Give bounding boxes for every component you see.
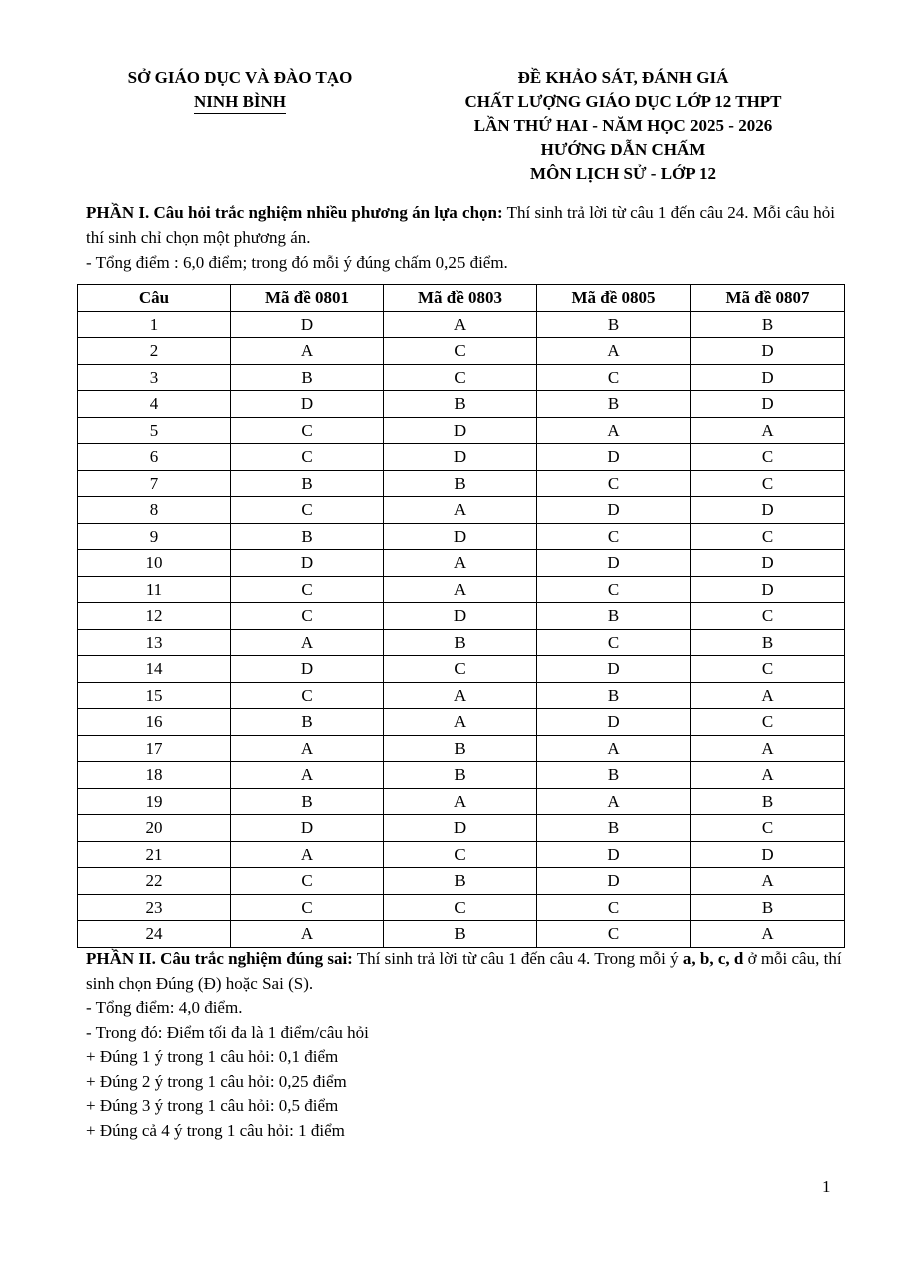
question-number-cell: 11 [78, 576, 231, 603]
part-2-title: PHẦN II. Câu trắc nghiệm đúng sai: [86, 949, 353, 968]
question-number-cell: 9 [78, 523, 231, 550]
answer-cell: B [231, 364, 384, 391]
part-2-intro-options: a, b, c, d [682, 949, 744, 968]
answer-cell: C [231, 497, 384, 524]
answer-cell: A [691, 735, 845, 762]
part-2-section [86, 947, 846, 1143]
answer-cell: B [537, 391, 691, 418]
question-number-cell: 19 [78, 788, 231, 815]
answer-cell: C [537, 629, 691, 656]
answer-cell: C [691, 656, 845, 683]
header-exam-title [428, 66, 818, 186]
page-number: 1 [822, 1177, 831, 1196]
table-row [78, 921, 845, 948]
answer-cell: A [691, 921, 845, 948]
header-code-0807: Mã đề 0807 [691, 285, 845, 312]
table-row [78, 788, 845, 815]
question-number-cell: 7 [78, 470, 231, 497]
part-2-intro-text-a: Thí sinh trả lời từ câu 1 đến câu 4. Trong mỗi ý [352, 949, 683, 968]
answer-cell: B [231, 788, 384, 815]
answer-cell: D [231, 311, 384, 338]
part-2-line: + Đúng 2 ý trong 1 câu hỏi: 0,25 điểm [86, 1071, 347, 1091]
answer-cell: C [537, 921, 691, 948]
answer-cell: D [384, 417, 537, 444]
answer-cell: D [691, 497, 845, 524]
exam-title-line-5: MÔN LỊCH SỬ - LỚP 12 [530, 164, 716, 183]
answer-cell: B [384, 470, 537, 497]
answer-cell: D [537, 497, 691, 524]
question-number-cell: 14 [78, 656, 231, 683]
answer-cell: A [384, 682, 537, 709]
answer-cell: C [691, 523, 845, 550]
part-2-line: + Đúng 1 ý trong 1 câu hỏi: 0,1 điểm [86, 1047, 339, 1066]
question-number-cell: 23 [78, 894, 231, 921]
answer-cell: B [231, 523, 384, 550]
answer-cell: A [691, 762, 845, 789]
question-number-cell: 13 [78, 629, 231, 656]
answer-cell: A [384, 709, 537, 736]
header-code-0803: Mã đề 0803 [384, 285, 537, 312]
header-department [110, 66, 370, 114]
table-row [78, 762, 845, 789]
table-row [78, 656, 845, 683]
part-2-intro-text-b: ở mỗi câu, thí sinh chọn Đúng (Đ) hoặc Sai (S). [86, 949, 842, 993]
answer-cell: B [384, 391, 537, 418]
answer-cell: C [384, 841, 537, 868]
answer-cell: B [384, 629, 537, 656]
answer-cell: D [691, 338, 845, 365]
answer-cell: D [231, 815, 384, 842]
answer-cell: A [231, 338, 384, 365]
answer-cell: C [384, 656, 537, 683]
answer-cell: A [537, 338, 691, 365]
answer-cell: B [691, 311, 845, 338]
answer-cell: B [384, 868, 537, 895]
question-number-cell: 20 [78, 815, 231, 842]
answer-cell: A [691, 868, 845, 895]
answer-cell: C [384, 364, 537, 391]
part-1-section [86, 200, 846, 275]
answer-cell: D [231, 656, 384, 683]
answer-cell: C [231, 444, 384, 471]
answer-cell: B [231, 470, 384, 497]
part-1-score: - Tổng điểm : 6,0 điểm; trong đó mỗi ý đúng chấm 0,25 điểm. [86, 253, 508, 272]
answer-cell: A [231, 629, 384, 656]
answer-cell: C [231, 603, 384, 630]
question-number-cell: 5 [78, 417, 231, 444]
answer-cell: C [537, 470, 691, 497]
answer-cell: D [691, 550, 845, 577]
answer-cell: A [384, 788, 537, 815]
answer-cell: B [537, 762, 691, 789]
answer-cell: D [537, 868, 691, 895]
table-row [78, 364, 845, 391]
answer-cell: B [384, 735, 537, 762]
answer-cell: D [384, 603, 537, 630]
table-row [78, 815, 845, 842]
answer-cell: A [231, 921, 384, 948]
answer-cell: A [691, 417, 845, 444]
table-row [78, 417, 845, 444]
question-number-cell: 17 [78, 735, 231, 762]
question-number-cell: 3 [78, 364, 231, 391]
answer-cell: C [691, 603, 845, 630]
answer-cell: C [231, 868, 384, 895]
table-row [78, 709, 845, 736]
table-row [78, 497, 845, 524]
answer-cell: C [384, 338, 537, 365]
table-row [78, 629, 845, 656]
question-number-cell: 21 [78, 841, 231, 868]
answer-cell: D [537, 709, 691, 736]
part-1-intro-text: Thí sinh trả lời từ câu 1 đến câu 24. Mỗi câu hỏi thí sinh chỉ chọn một phương án. [86, 203, 835, 247]
answer-cell: D [537, 444, 691, 471]
part-2-line: - Tổng điểm: 4,0 điểm. [86, 998, 243, 1017]
table-row [78, 682, 845, 709]
question-number-cell: 10 [78, 550, 231, 577]
exam-title-line-1: ĐỀ KHẢO SÁT, ĐÁNH GIÁ [517, 68, 729, 87]
answer-cell: A [537, 788, 691, 815]
answer-cell: D [691, 364, 845, 391]
answer-cell: D [384, 444, 537, 471]
question-number-cell: 2 [78, 338, 231, 365]
answer-cell: A [384, 576, 537, 603]
table-row [78, 550, 845, 577]
answer-cell: C [691, 815, 845, 842]
answer-key-table [77, 284, 845, 948]
answer-cell: C [384, 894, 537, 921]
answer-cell: C [691, 444, 845, 471]
question-number-cell: 8 [78, 497, 231, 524]
exam-title-line-3: LẦN THỨ HAI - NĂM HỌC 2025 - 2026 [473, 116, 773, 135]
answer-cell: C [537, 523, 691, 550]
answer-cell: D [384, 815, 537, 842]
table-row [78, 868, 845, 895]
table-row [78, 576, 845, 603]
answer-cell: B [691, 788, 845, 815]
answer-cell: A [691, 682, 845, 709]
table-row [78, 470, 845, 497]
table-row [78, 603, 845, 630]
answer-cell: A [384, 497, 537, 524]
answer-cell: C [691, 709, 845, 736]
answer-cell: B [384, 921, 537, 948]
answer-cell: B [537, 311, 691, 338]
answer-cell: B [691, 629, 845, 656]
answer-cell: C [537, 576, 691, 603]
answer-cell: D [231, 550, 384, 577]
part-1-title: PHẦN I. Câu hỏi trắc nghiệm nhiều phương án lựa chọn: [86, 203, 503, 222]
answer-cell: B [231, 709, 384, 736]
answer-cell: D [384, 523, 537, 550]
table-row [78, 841, 845, 868]
answer-cell: A [384, 311, 537, 338]
part-2-intro [86, 947, 846, 996]
answer-cell: D [231, 391, 384, 418]
answer-cell: B [537, 682, 691, 709]
question-number-cell: 15 [78, 682, 231, 709]
answer-cell: A [231, 762, 384, 789]
question-number-cell: 24 [78, 921, 231, 948]
answer-cell: C [231, 576, 384, 603]
answer-cell: C [691, 470, 845, 497]
table-header-row [78, 285, 845, 312]
answer-cell: C [231, 417, 384, 444]
question-number-cell: 12 [78, 603, 231, 630]
answer-cell: D [691, 841, 845, 868]
question-number-cell: 18 [78, 762, 231, 789]
header-question: Câu [78, 285, 231, 312]
answer-cell: C [231, 682, 384, 709]
answer-cell: B [537, 815, 691, 842]
answer-cell: C [537, 894, 691, 921]
answer-cell: A [384, 550, 537, 577]
answer-cell: B [691, 894, 845, 921]
answer-cell: C [231, 894, 384, 921]
question-number-cell: 1 [78, 311, 231, 338]
answer-cell: B [537, 603, 691, 630]
answer-cell: B [384, 762, 537, 789]
header-code-0805: Mã đề 0805 [537, 285, 691, 312]
exam-title-line-2: CHẤT LƯỢNG GIÁO DỤC LỚP 12 THPT [464, 92, 782, 111]
question-number-cell: 22 [78, 868, 231, 895]
header-code-0801: Mã đề 0801 [231, 285, 384, 312]
answer-cell: A [537, 417, 691, 444]
answer-cell: A [231, 735, 384, 762]
table-row [78, 311, 845, 338]
part-2-line: - Trong đó: Điểm tối đa là 1 điểm/câu hỏi [86, 1022, 369, 1042]
question-number-cell: 16 [78, 709, 231, 736]
department-name: SỞ GIÁO DỤC VÀ ĐÀO TẠO [127, 68, 353, 87]
part-2-line: + Đúng cả 4 ý trong 1 câu hỏi: 1 điểm [86, 1120, 345, 1140]
answer-cell: A [231, 841, 384, 868]
table-row [78, 523, 845, 550]
part-1-intro [86, 200, 846, 250]
answer-cell: D [537, 656, 691, 683]
table-row [78, 338, 845, 365]
question-number-cell: 4 [78, 391, 231, 418]
table-row [78, 735, 845, 762]
answer-cell: A [537, 735, 691, 762]
table-row [78, 894, 845, 921]
province-name: NINH BÌNH [194, 91, 286, 114]
answer-cell: D [537, 550, 691, 577]
question-number-cell: 6 [78, 444, 231, 471]
exam-title-line-4: HƯỚNG DẪN CHẤM [540, 140, 706, 159]
part-2-line: + Đúng 3 ý trong 1 câu hỏi: 0,5 điểm [86, 1096, 339, 1115]
answer-cell: D [691, 391, 845, 418]
answer-cell: C [537, 364, 691, 391]
answer-cell: D [537, 841, 691, 868]
answer-cell: D [691, 576, 845, 603]
table-row [78, 391, 845, 418]
table-row [78, 444, 845, 471]
